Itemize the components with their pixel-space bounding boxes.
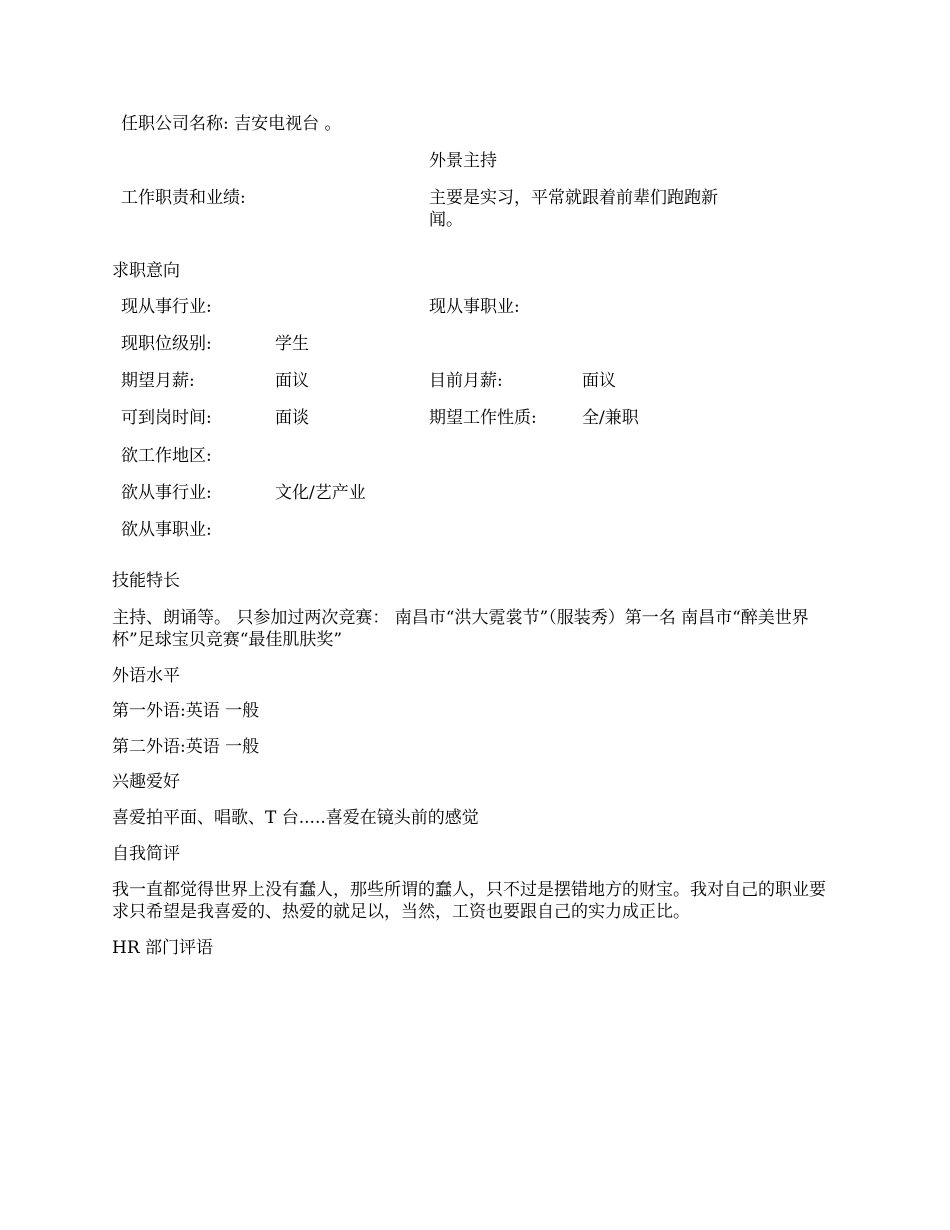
hobbies-text: 喜爱拍平面、唱歌、T 台.....喜爱在镜头前的感觉 <box>112 808 479 828</box>
company-value: 吉安电视台 。 <box>234 114 342 134</box>
desired-area-label: 欲工作地区: <box>121 446 212 466</box>
company-row <box>121 113 342 135</box>
expected-salary-value: 面议 <box>275 371 309 391</box>
current-industry-label: 现从事行业: <box>121 297 212 317</box>
first-language: 第一外语:英语 一般 <box>112 701 260 721</box>
second-language: 第二外语:英语 一般 <box>112 737 260 757</box>
current-level-value: 学生 <box>275 334 309 354</box>
current-salary-label: 目前月薪: <box>429 371 503 391</box>
hobbies-heading: 兴趣爱好 <box>112 772 180 792</box>
self-evaluation-heading: 自我简评 <box>112 844 180 864</box>
position-value: 外景主持 <box>429 151 497 171</box>
current-salary-value: 面议 <box>582 371 616 391</box>
available-time-label: 可到岗时间: <box>121 408 212 428</box>
job-type-label: 期望工作性质: <box>429 408 537 428</box>
available-time-value: 面谈 <box>275 408 309 428</box>
desired-occupation-label: 欲从事职业: <box>121 520 212 540</box>
current-level-label: 现职位级别: <box>121 334 212 354</box>
duties-label: 工作职责和业绩: <box>121 188 246 208</box>
skills-text: 主持、朗诵等。 只参加过两次竞赛： 南昌市“洪大霓裳节”（服装秀）第一名 南昌市“醉美世界杯”足球宝贝竞赛“最佳肌肤奖” <box>112 608 809 650</box>
skills-heading: 技能特长 <box>112 571 180 591</box>
hr-heading: HR 部门评语 <box>112 938 214 958</box>
duties-value: 主要是实习，平常就跟着前辈们跑跑新闻。 <box>429 188 718 230</box>
languages-heading: 外语水平 <box>112 666 180 686</box>
company-label: 任职公司名称: <box>121 114 229 134</box>
desired-industry-value: 文化/艺产业 <box>275 483 366 503</box>
intention-heading: 求职意向 <box>112 261 180 281</box>
job-type-value: 全/兼职 <box>582 408 639 428</box>
self-evaluation-text: 我一直都觉得世界上没有蠢人，那些所谓的蠢人，只不过是摆错地方的财宝。我对自己的职业要求只希望是我喜爱的、热爱的就足以，当然，工资也要跟自己的实力成正比。 <box>112 880 826 922</box>
expected-salary-label: 期望月薪: <box>121 371 195 391</box>
desired-industry-label: 欲从事行业: <box>121 483 212 503</box>
current-occupation-label: 现从事职业: <box>429 297 520 317</box>
